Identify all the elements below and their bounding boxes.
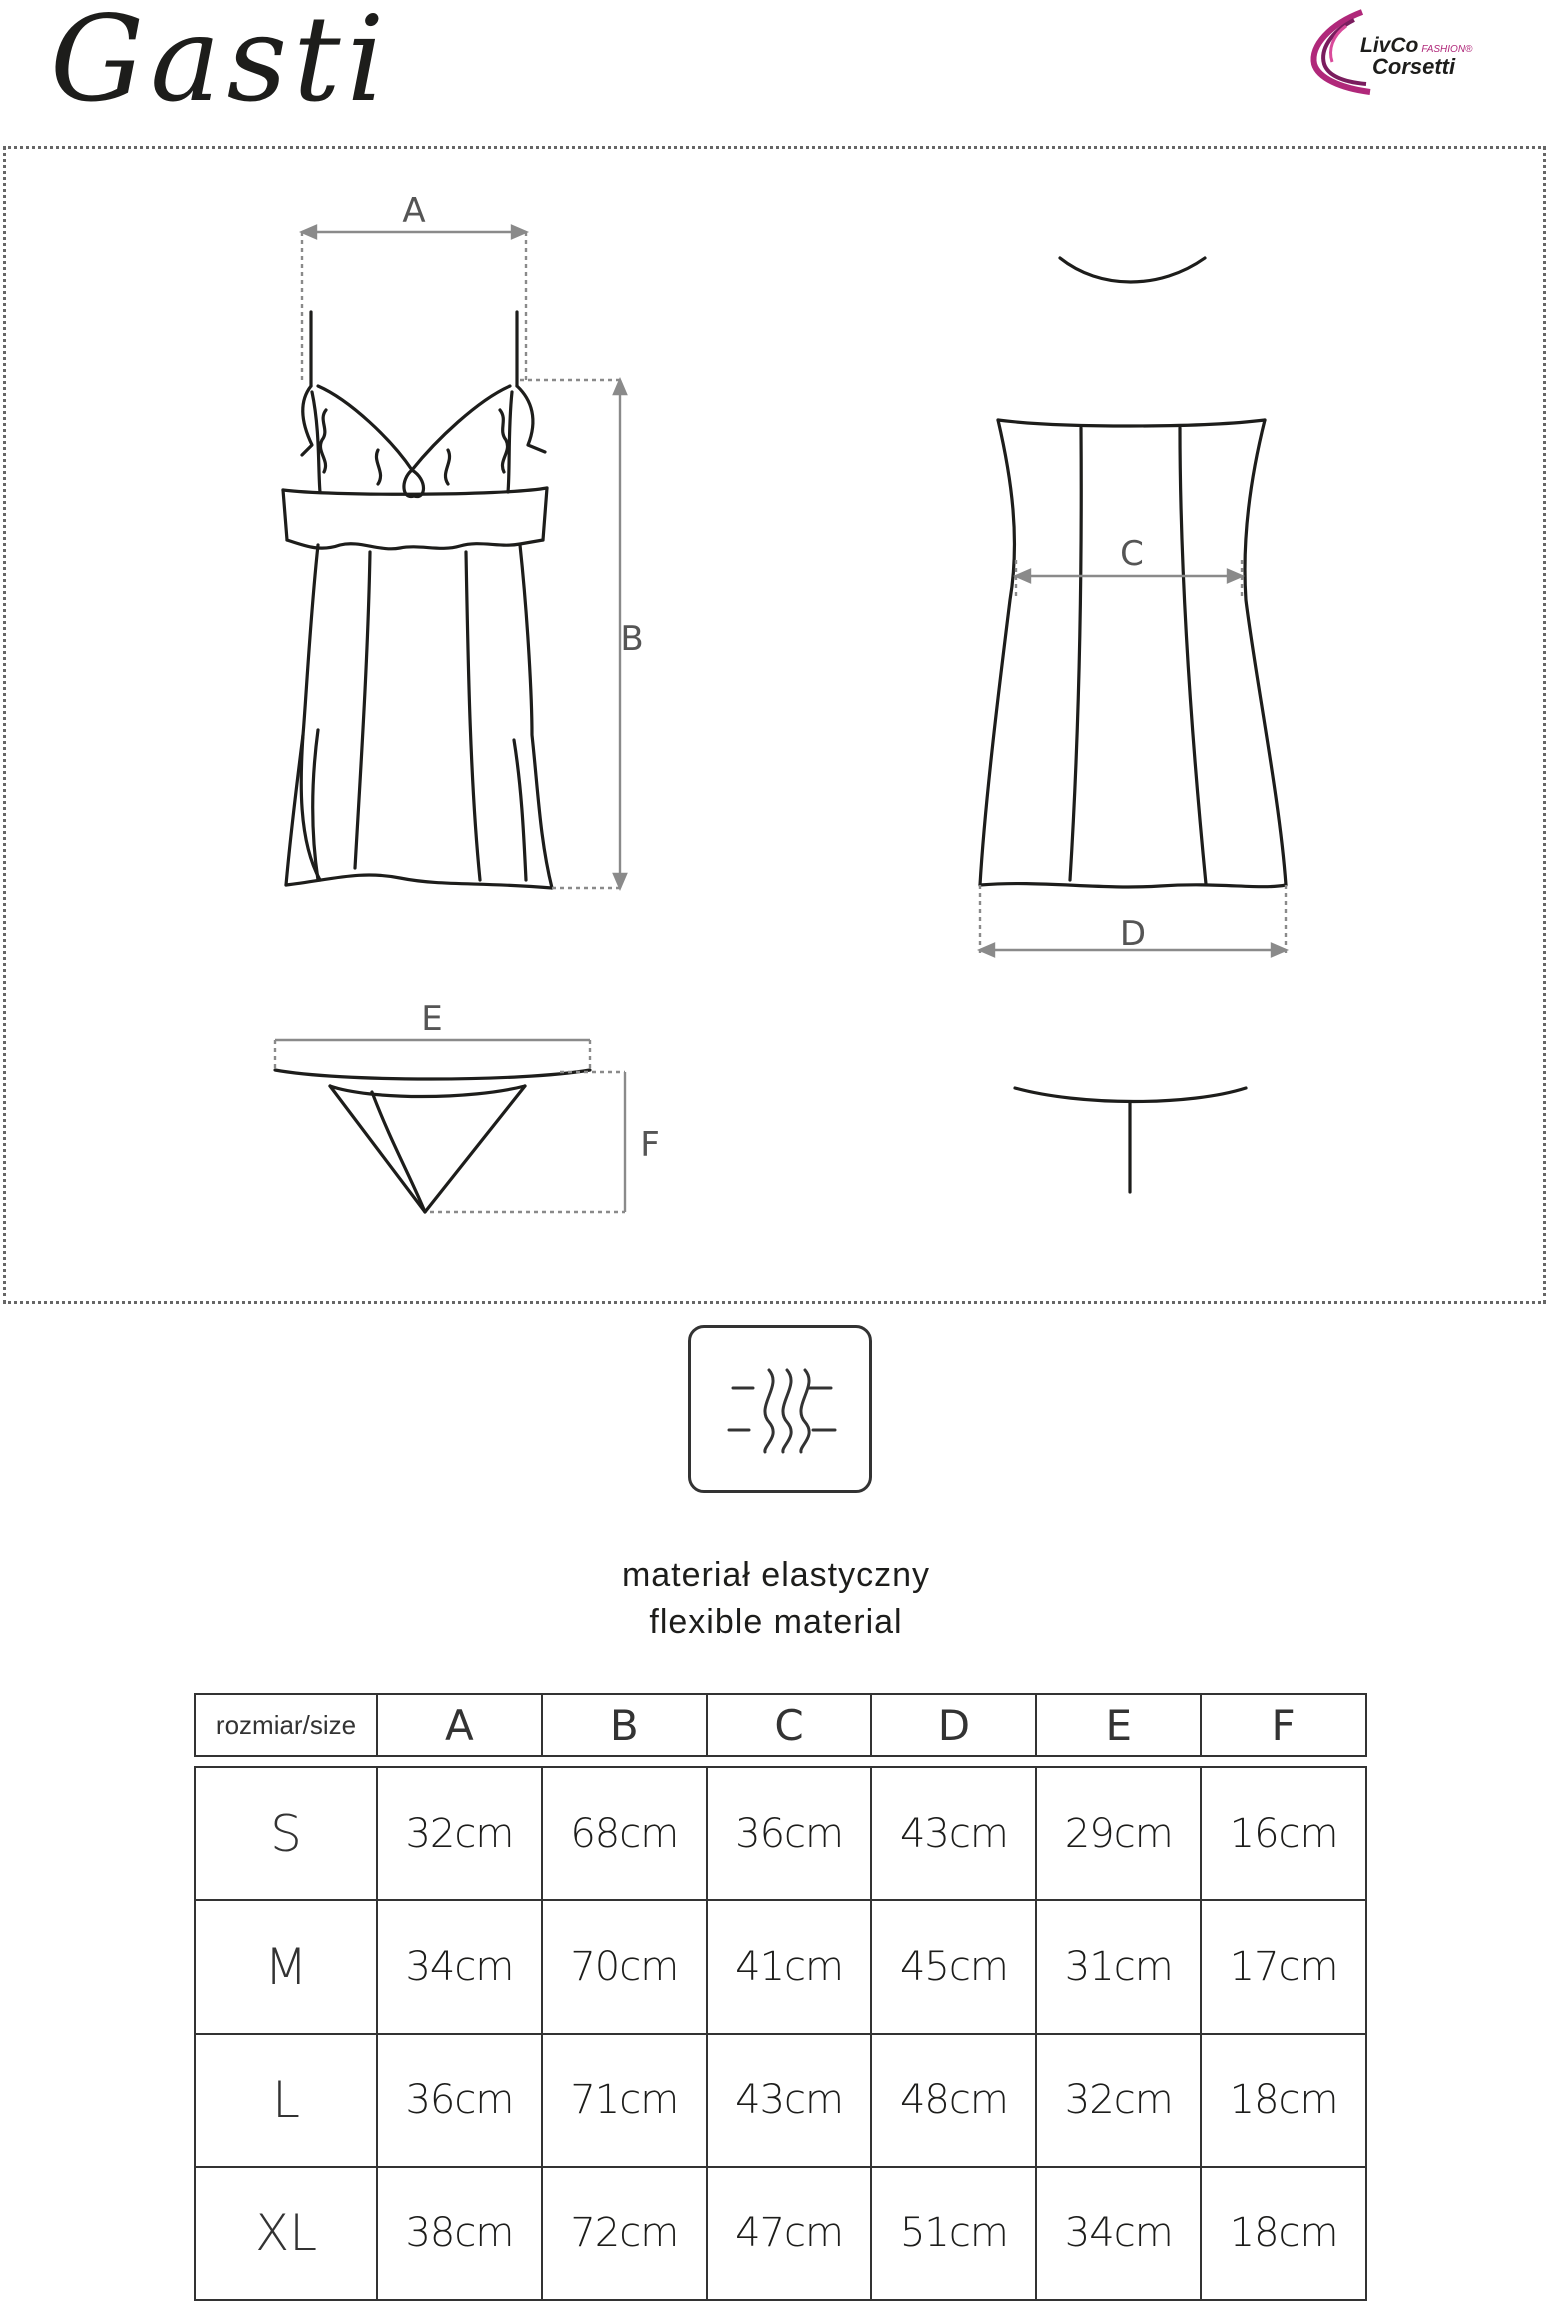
- value-cell: 47cm: [707, 2167, 872, 2300]
- size-cell: S: [195, 1767, 377, 1900]
- brand-title: Gasti: [50, 0, 391, 128]
- chemise-front-drawing: [283, 312, 552, 888]
- size-cell: L: [195, 2034, 377, 2167]
- dimension-label-d: D: [1119, 914, 1147, 954]
- dimension-e-marker: [275, 1040, 590, 1070]
- logo-text-livco: LivCo FASHION®: [1360, 34, 1473, 57]
- value-cell: 43cm: [871, 1767, 1036, 1900]
- logo-text-corsetti: Corsetti: [1372, 54, 1456, 79]
- header-col-b: B: [542, 1694, 707, 1756]
- header-col-a: A: [377, 1694, 542, 1756]
- value-cell: 29cm: [1036, 1767, 1201, 1900]
- value-cell: 43cm: [707, 2034, 872, 2167]
- value-cell: 34cm: [377, 1900, 542, 2033]
- value-cell: 36cm: [707, 1767, 872, 1900]
- value-cell: 41cm: [707, 1900, 872, 2033]
- value-cell: 36cm: [377, 2034, 542, 2167]
- size-table-header: [194, 1693, 1367, 1757]
- stretch-material-icon: [688, 1325, 872, 1493]
- size-table: [194, 1766, 1367, 2301]
- value-cell: 70cm: [542, 1900, 707, 2033]
- value-cell: 32cm: [377, 1767, 542, 1900]
- stretch-waves-icon: [691, 1328, 869, 1490]
- dimension-a-marker: [302, 226, 526, 380]
- value-cell: 72cm: [542, 2167, 707, 2300]
- header-col-d: D: [871, 1694, 1036, 1756]
- size-cell: M: [195, 1900, 377, 2033]
- dimension-label-b: B: [620, 619, 644, 659]
- dimension-b-marker: [520, 380, 626, 888]
- dimension-label-e: E: [421, 999, 443, 1039]
- header-col-f: F: [1201, 1694, 1366, 1756]
- value-cell: 34cm: [1036, 2167, 1201, 2300]
- value-cell: 51cm: [871, 2167, 1036, 2300]
- table-row: [195, 1900, 1366, 2033]
- header-size-label: rozmiar/size: [195, 1694, 377, 1756]
- caption-polish: materiał elastyczny: [621, 1556, 931, 1594]
- header-col-e: E: [1036, 1694, 1201, 1756]
- value-cell: 68cm: [542, 1767, 707, 1900]
- table-row: [195, 2167, 1366, 2300]
- table-row: [195, 1767, 1366, 1900]
- value-cell: 32cm: [1036, 2034, 1201, 2167]
- header-col-c: C: [707, 1694, 872, 1756]
- value-cell: 17cm: [1201, 1900, 1366, 2033]
- value-cell: 71cm: [542, 2034, 707, 2167]
- thong-front-drawing: [275, 1070, 590, 1212]
- thong-back-drawing: [1015, 1088, 1246, 1192]
- dimension-label-f: F: [640, 1125, 660, 1165]
- value-cell: 16cm: [1201, 1767, 1366, 1900]
- value-cell: 38cm: [377, 2167, 542, 2300]
- dimension-label-c: C: [1120, 534, 1144, 574]
- value-cell: 18cm: [1201, 2034, 1366, 2167]
- size-cell: XL: [195, 2167, 377, 2300]
- table-row: [195, 2034, 1366, 2167]
- dimension-f-marker: [430, 1072, 625, 1212]
- value-cell: 48cm: [871, 2034, 1036, 2167]
- value-cell: 31cm: [1036, 1900, 1201, 2033]
- caption-english: flexible material: [649, 1603, 903, 1641]
- value-cell: 45cm: [871, 1900, 1036, 2033]
- dimension-label-a: A: [402, 191, 426, 231]
- value-cell: 18cm: [1201, 2167, 1366, 2300]
